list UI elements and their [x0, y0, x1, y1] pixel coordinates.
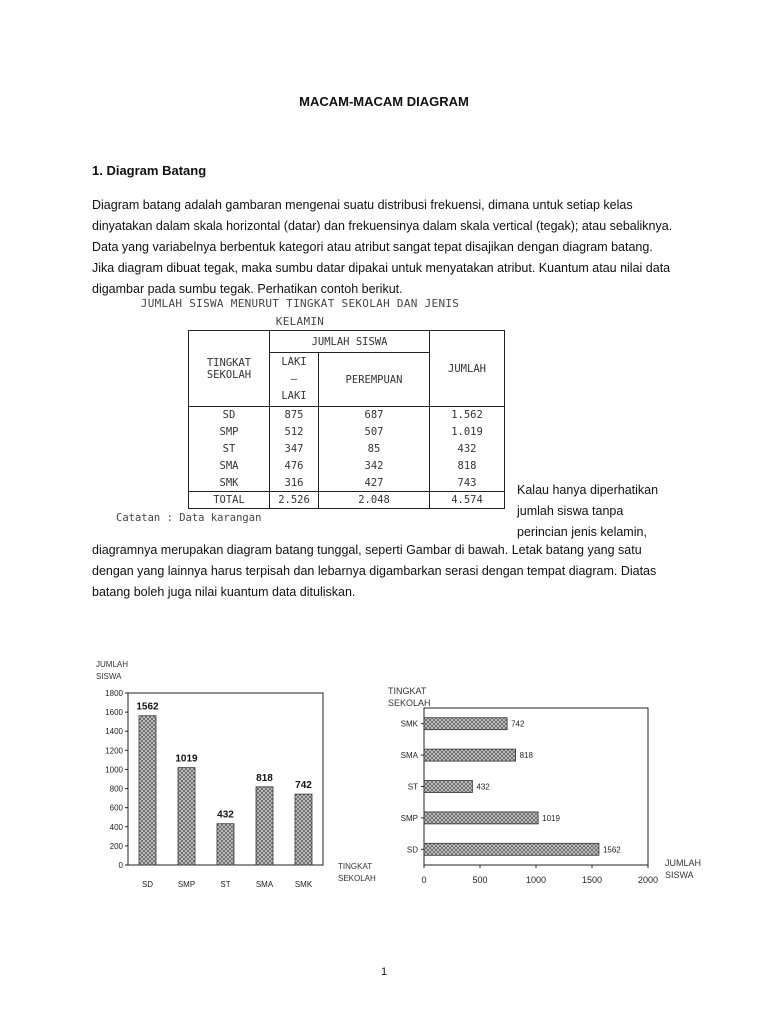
x-axis-label: SEKOLAH [338, 874, 376, 883]
bar [178, 768, 195, 865]
y-tick-label: SD [406, 845, 418, 855]
header-laki [270, 353, 319, 407]
vertical-bar-chart [88, 655, 376, 895]
side-line: perincian jenis kelamin, [517, 525, 647, 539]
page-number: 1 [380, 966, 388, 978]
cell-level: SMP [189, 424, 270, 441]
table-row [189, 475, 505, 492]
cell-perempuan: 427 [319, 475, 430, 492]
side-line: Kalau hanya diperhatikan [517, 483, 659, 497]
bar [424, 718, 507, 730]
bar [424, 781, 472, 793]
y-tick-label: 0 [118, 861, 123, 870]
bar [424, 843, 599, 855]
y-tick-label: 1600 [105, 708, 123, 718]
bar-value-label: 432 [476, 782, 490, 792]
bar-value-label: 1562 [136, 701, 159, 713]
header-text: – [290, 373, 298, 385]
table-row [189, 441, 505, 458]
header-text: SEKOLAH [206, 368, 252, 381]
y-tick-label: 800 [109, 784, 123, 794]
body-line: diagramnya merupakan diagram batang tunggal, seperti Gambar di bawah. Letak batang yang satu [92, 543, 642, 557]
intro-line: Jika diagram dibuat tegak, maka sumbu datar dipakai untuk menyatakan atribut. Kuantum atau nilai data [92, 261, 671, 275]
cell-laki: 347 [270, 441, 319, 458]
table-row [189, 458, 505, 475]
y-tick-label: 400 [109, 822, 123, 832]
body-line: batang boleh juga nilai kuantum data dituliskan. [92, 585, 356, 599]
x-axis-label: JUMLAH [665, 858, 702, 868]
bar [295, 794, 312, 865]
cell-total-label: TOTAL [189, 492, 270, 509]
bar [424, 749, 516, 761]
y-tick-label: 1000 [105, 765, 123, 775]
cell-perempuan: 507 [319, 424, 430, 441]
document-title: MACAM-MACAM DIAGRAM [299, 94, 469, 109]
section-heading: 1. Diagram Batang [92, 163, 207, 178]
table-row [189, 424, 505, 441]
x-tick-label: 1500 [581, 875, 603, 885]
bar-value-label: 742 [295, 780, 312, 792]
bar [256, 787, 273, 865]
intro-line: digambar pada sumbu tegak. Perhatikan contoh berikut. [92, 282, 403, 296]
intro-line: Diagram batang adalah gambaran mengenai suatu distribusi frekuensi, dimana untuk setiap kelas [92, 198, 633, 212]
bar [424, 812, 538, 824]
table-title-line: KELAMIN [275, 315, 325, 328]
y-axis-label: SEKOLAH [388, 698, 431, 708]
cell-level: ST [189, 441, 270, 458]
body-paragraph [92, 540, 722, 603]
y-axis-label: TINGKAT [388, 686, 427, 696]
y-tick-label: SMP [400, 813, 418, 823]
cell-perempuan: 342 [319, 458, 430, 475]
cell-laki: 875 [270, 407, 319, 424]
cell-level: SD [189, 407, 270, 424]
y-tick-label: 1800 [105, 689, 123, 698]
cell-total-perempuan: 2.048 [319, 492, 430, 509]
header-jumlah-siswa: JUMLAH SISWA [270, 331, 430, 353]
header-text: LAKI [281, 390, 307, 402]
header-text: LAKI [281, 356, 307, 368]
bar [217, 824, 234, 865]
cell-jumlah: 743 [430, 475, 505, 492]
y-axis-label: JUMLAH [96, 660, 129, 669]
intro-line: dinyatakan dalam skala horizontal (datar) dan frekuensinya dalam skala vertical (tegak); atau sebaliknya. [92, 219, 673, 233]
table-row [189, 407, 505, 424]
bar-value-label: 432 [217, 809, 234, 821]
y-tick-label: SMK [400, 719, 418, 729]
table-title-line: JUMLAH SISWA MENURUT TINGKAT SEKOLAH DAN JENIS [140, 297, 460, 310]
bar-value-label: 742 [511, 719, 525, 729]
x-axis-label: SISWA [665, 870, 694, 880]
cell-laki: 316 [270, 475, 319, 492]
y-axis-label: SISWA [96, 672, 122, 681]
cell-total-jumlah: 4.574 [430, 492, 505, 509]
intro-paragraph [92, 195, 682, 300]
side-line: jumlah siswa tanpa [517, 504, 624, 518]
table-total-row [189, 492, 505, 509]
x-tick-label: SMK [294, 880, 313, 889]
header-tingkat [189, 331, 270, 407]
x-tick-label: 2000 [637, 875, 659, 885]
header-text: TINGKAT [206, 356, 252, 369]
y-tick-label: ST [407, 782, 418, 792]
cell-jumlah: 432 [430, 441, 505, 458]
y-tick-label: 200 [109, 841, 123, 851]
header-jumlah: JUMLAH [430, 331, 505, 407]
x-axis-label: TINGKAT [338, 862, 373, 871]
x-tick-label: 1000 [525, 875, 547, 885]
bar-value-label: 1562 [602, 845, 621, 855]
x-tick-label: 500 [472, 875, 488, 885]
y-tick-label: 1400 [105, 727, 123, 737]
cell-jumlah: 1.019 [430, 424, 505, 441]
cell-jumlah: 1.562 [430, 407, 505, 424]
y-tick-label: 600 [109, 803, 123, 813]
cell-total-laki: 2.526 [270, 492, 319, 509]
x-tick-label: ST [220, 880, 231, 889]
side-paragraph [517, 480, 717, 543]
x-tick-label: SMA [255, 880, 274, 889]
x-tick-label: 0 [421, 875, 427, 885]
cell-perempuan: 687 [319, 407, 430, 424]
y-tick-label: 1200 [105, 746, 123, 756]
bar-value-label: 818 [519, 751, 533, 761]
table-title [100, 295, 500, 331]
horizontal-bar-chart [380, 682, 725, 892]
y-tick-label: SMA [400, 751, 418, 761]
cell-level: SMK [189, 475, 270, 492]
cell-laki: 476 [270, 458, 319, 475]
cell-laki: 512 [270, 424, 319, 441]
bar-value-label: 1019 [542, 813, 560, 823]
bar [139, 716, 156, 865]
bar-value-label: 818 [256, 772, 273, 784]
table-note: Catatan : Data karangan [116, 512, 262, 524]
header-perempuan: PEREMPUAN [319, 353, 430, 407]
student-table [188, 330, 505, 509]
cell-perempuan: 85 [319, 441, 430, 458]
x-tick-label: SMP [177, 880, 196, 889]
x-tick-label: SD [141, 880, 154, 889]
body-line: dengan yang lainnya harus terpisah dan lebarnya digambarkan serasi dengan tempat diagram. Diatas [92, 564, 657, 578]
cell-jumlah: 818 [430, 458, 505, 475]
bar-value-label: 1019 [175, 753, 198, 765]
cell-level: SMA [189, 458, 270, 475]
intro-line: Data yang variabelnya berbentuk kategori atau atribut sangat tepat disajikan dengan diagram batang. [92, 240, 653, 254]
